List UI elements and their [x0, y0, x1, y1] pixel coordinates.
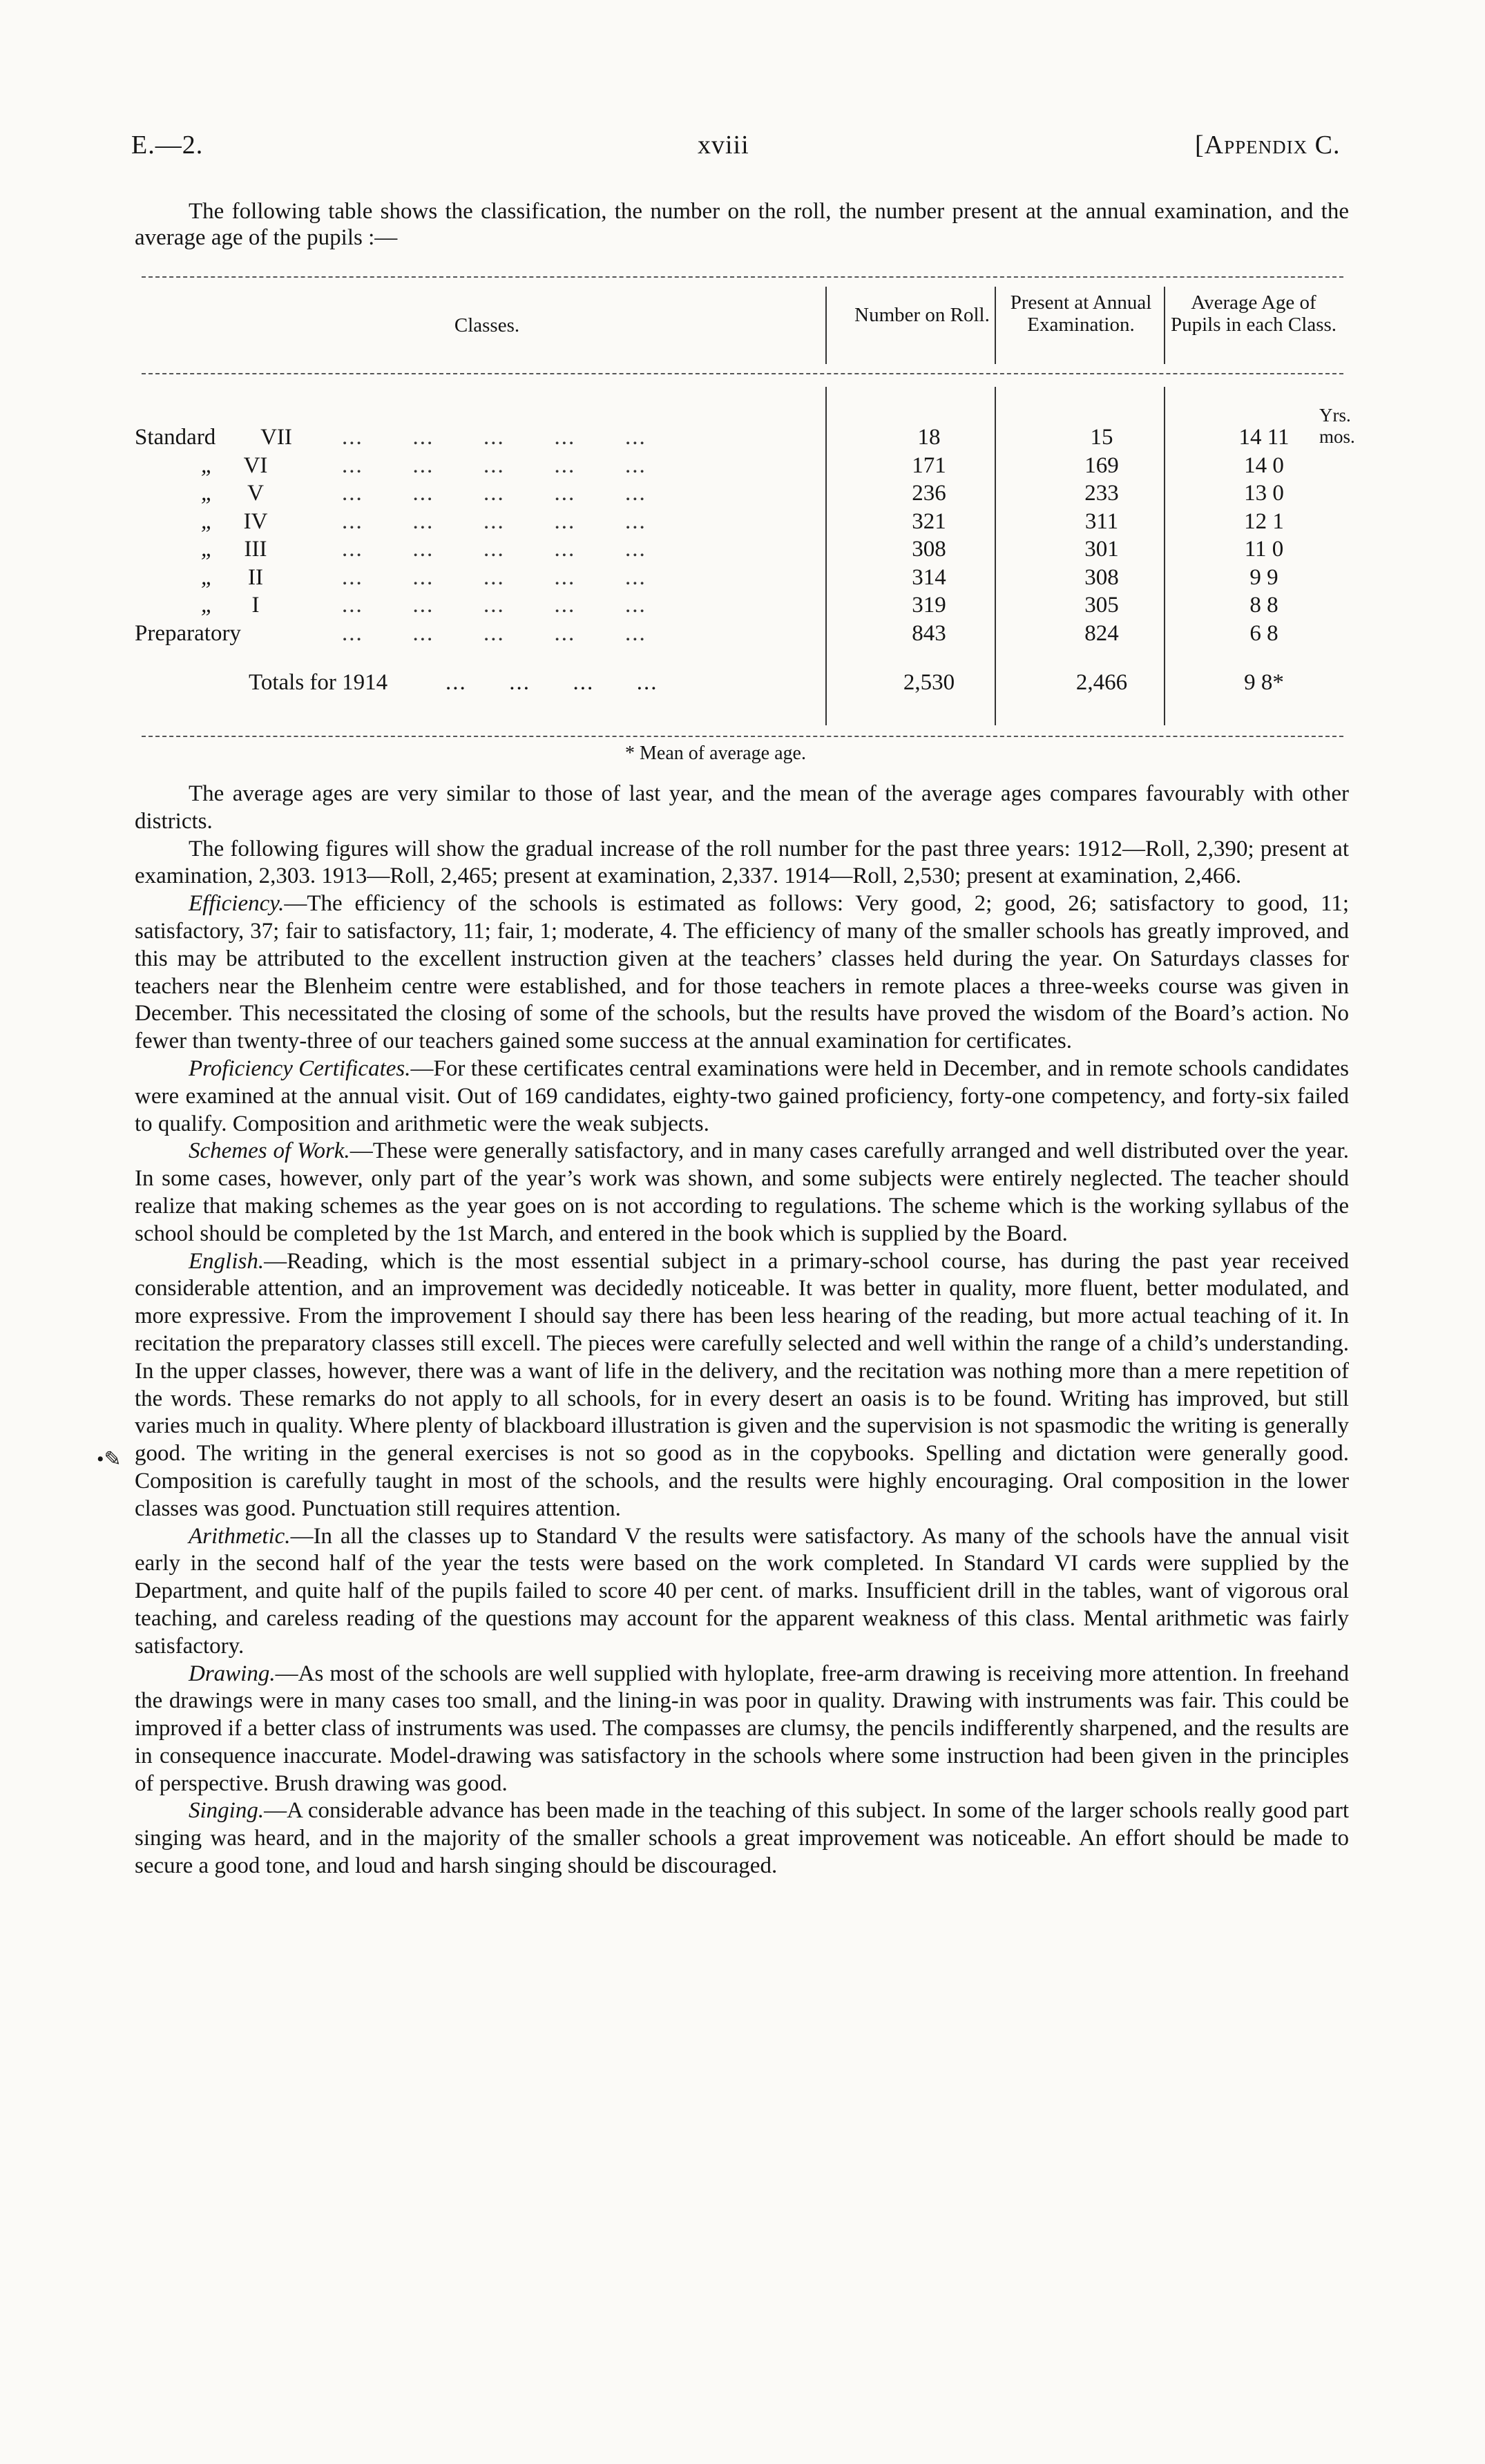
class-numeral: IV — [243, 508, 268, 534]
dot-leader: ... ... ... ... ... — [342, 537, 646, 562]
dot-leader: ... ... ... ... ... — [342, 425, 646, 450]
class-label — [135, 453, 287, 479]
present-value: 15 — [1090, 425, 1113, 450]
heading-efficiency: Efficiency. — [189, 891, 285, 917]
paragraph-roll-figures: The following figures will show the gradual increase of the roll number for the past three years: 1912—Roll, 2,390; present at examination, 2,303. 1913—Roll, 2,465; present at examination, 2,337. 1914—Roll, 2,530; present at examination, 2,466. — [135, 836, 1349, 889]
text-drawing: —As most of the schools are well supplied with hyloplate, free-arm drawing is receiving more attention. In freehand the drawings were in many cases too small, and the lining-in was poor in quality. Drawing with instruments was fair. This could be improved if a better class of instruments was used. The compasses are clumsy, the pencils indifferently sharpened, and the results are in consequence inaccurate. Model-drawing was satisfactory in the schools where some instruction had been given in the principles of perspective. Brush drawing was good. — [135, 1661, 1349, 1796]
text-efficiency: —The efficiency of the schools is estimated as follows: Very good, 2; good, 26; satisfactory to good, 11; satisfactory, 37; fair to satisfactory, 11; fair, 1; moderate, 4. The efficiency of many of the smaller schools has greatly improved, and this may be attributed to the excellent instruction given at the teachers’ classes held during the year. On Saturdays classes for teachers near the Blenheim centre were established, and for those teachers in remote places a three-weeks course was given in December. This necessitated the closing of some of the schools, but the results have proved the wisdom of the Board’s action. No fewer than twenty-three of our teachers gained some success at the annual examination for certificates. — [135, 891, 1349, 1054]
class-prefix: „ — [200, 537, 214, 562]
class-label — [135, 593, 287, 618]
age-units-label: Yrs. mos. — [1319, 405, 1355, 447]
class-label — [135, 481, 287, 506]
age-value: 9 9 — [1249, 564, 1278, 590]
age-value: 8 8 — [1249, 593, 1278, 618]
page-reference: E.—2. — [131, 131, 204, 160]
text-schemes: —These were generally satisfactory, and in many cases carefully arranged and well distributed over the year. In some cases, however, only part of the year’s work was shown, and some subjects were entirely neglected. The teacher should realize that making schemes as the year goes on is not according to regulations. The scheme which is the working syllabus of the school should be completed by the 1st March, and entered in the book which is supplied by the Board. — [135, 1138, 1350, 1246]
dot-leader: ... ... ... ... ... — [342, 593, 646, 618]
table-top-rule — [142, 276, 1343, 278]
table-footnote: * Mean of average age. — [625, 743, 806, 764]
table-row — [135, 453, 1350, 482]
table-row — [135, 481, 1350, 510]
paragraph-proficiency — [135, 1056, 1349, 1138]
totals-roll: 2,530 — [903, 670, 955, 695]
roll-value: 843 — [912, 620, 946, 646]
page-number: xviii — [698, 131, 749, 160]
present-value: 233 — [1084, 481, 1119, 506]
roll-value: 319 — [912, 593, 946, 618]
age-value: 12 1 — [1244, 508, 1284, 534]
heading-schemes: Schemes of Work. — [189, 1138, 350, 1164]
table-row-totals — [135, 670, 1350, 699]
paragraph-efficiency — [135, 890, 1349, 1056]
table-row — [135, 593, 1350, 622]
dot-leader: ... ... ... ... ... — [342, 620, 646, 646]
present-value: 305 — [1084, 593, 1119, 618]
text-singing: —A considerable advance has been made in the teaching of this subject. In some of the larger schools really good part singing was heard, and in the majority of the smaller schools a great improvement was noticeable. An effort should be made to secure a good tone, and loud and harsh singing should be discouraged. — [135, 1798, 1349, 1879]
col-header-age: Average Age of Pupils in each Class. — [1170, 292, 1337, 336]
age-value: 13 0 — [1244, 481, 1284, 506]
table-header-rule — [142, 373, 1343, 374]
age-value: 14 0 — [1244, 452, 1284, 478]
dot-leader: ... ... ... ... ... — [342, 508, 646, 534]
dot-leader: ... ... ... ... ... — [342, 564, 646, 590]
paragraph-arithmetic — [135, 1523, 1349, 1661]
roll-value: 308 — [912, 537, 946, 562]
roll-value: 236 — [912, 481, 946, 506]
class-numeral: V — [247, 481, 264, 506]
paragraph-average-ages: The average ages are very similar to those of last year, and the mean of the average ages compares favourably with other districts. — [135, 781, 1349, 834]
paragraph-english — [135, 1248, 1349, 1523]
class-label — [135, 565, 287, 591]
class-numeral: VII — [260, 425, 292, 450]
class-prefix: „ — [200, 593, 214, 618]
col-header-roll: Number on Roll. — [854, 304, 990, 326]
class-numeral: III — [244, 537, 267, 562]
class-label — [135, 425, 307, 450]
intro-paragraph: The following table shows the classification, the number on the roll, the number present at the annual examination, and the average age of the pupils :— — [135, 199, 1349, 250]
totals-leader: ... ... ... ... — [446, 670, 658, 695]
col-divider — [825, 287, 827, 364]
text-arithmetic: —In all the classes up to Standard V the results were satisfactory. As many of the schools have the annual visit early in the second half of the year the tests were based on the work completed. In Standard VI cards were supplied by the Department, and quite half of the pupils failed to score 40 per cent. of marks. Insufficient drill in the tables, want of vigorous oral teaching, and careless reading of the questions may account for the apparent weakness of this class. Mental arithmetic was fairly satisfactory. — [135, 1523, 1349, 1659]
text-proficiency: —For these certificates central examinations were held in December, and in remote schools candidates were examined at the annual visit. Out of 169 candidates, eighty-two gained proficiency, forty-one competency, and forty-six failed to qualify. Composition and arithmetic were the weak subjects. — [135, 1056, 1349, 1136]
heading-drawing: Drawing. — [189, 1661, 276, 1686]
class-prefix: „ — [200, 564, 214, 590]
col-header-classes: Classes. — [454, 314, 520, 336]
present-value: 824 — [1084, 620, 1119, 646]
class-prefix: „ — [200, 481, 214, 506]
class-prefix: „ — [200, 452, 214, 478]
roll-value: 171 — [912, 452, 946, 478]
present-value: 311 — [1084, 508, 1119, 534]
dot-leader: ... ... ... ... ... — [342, 452, 646, 478]
class-numeral: I — [251, 593, 260, 618]
col-divider — [1164, 287, 1165, 364]
roll-value: 321 — [912, 508, 946, 534]
table-row — [135, 425, 1350, 454]
dot-leader: ... ... ... ... ... — [342, 481, 646, 506]
present-value: 308 — [1084, 564, 1119, 590]
paragraph-singing — [135, 1797, 1349, 1880]
report-body — [135, 781, 1349, 1880]
appendix-label: [Appendix C. — [1195, 131, 1341, 160]
age-value: 6 8 — [1249, 620, 1278, 646]
class-numeral: II — [248, 564, 263, 590]
table-row — [135, 565, 1350, 594]
paragraph-drawing — [135, 1661, 1349, 1798]
heading-singing: Singing. — [189, 1798, 265, 1824]
totals-label: Totals for 1914 — [249, 670, 388, 695]
present-value: 301 — [1084, 537, 1119, 562]
class-label — [135, 509, 287, 535]
paragraph-schemes — [135, 1138, 1349, 1248]
present-value: 169 — [1084, 452, 1119, 478]
age-value: 11 0 — [1244, 537, 1284, 562]
heading-english: English. — [189, 1248, 265, 1274]
table-row — [135, 509, 1350, 538]
class-prefix: „ — [200, 508, 214, 534]
class-label — [135, 621, 241, 647]
col-header-present: Present at Annual Examination. — [1010, 292, 1152, 336]
roll-value: 314 — [912, 564, 946, 590]
table-row — [135, 537, 1350, 566]
class-prefix: Preparatory — [135, 620, 241, 646]
margin-mark: •✎ — [97, 1448, 122, 1471]
col-divider — [995, 287, 996, 364]
heading-arithmetic: Arithmetic. — [189, 1523, 291, 1549]
age-value: 14 11 — [1238, 425, 1290, 450]
class-prefix: Standard — [135, 425, 216, 450]
table-bottom-rule — [142, 736, 1343, 737]
heading-proficiency: Proficiency Certificates. — [189, 1056, 411, 1081]
roll-value: 18 — [917, 425, 941, 450]
text-english: —Reading, which is the most essential subject in a primary-school course, has during the past year received considerable attention, and an improvement was decidedly noticeable. It was better in quality, more fluent, better modulated, and more expressive. From the improvement I should say there has been less hearing of the reading, but more actual teaching of it. In recitation the preparatory classes still excell. The pieces were carefully selected and well within the range of a child’s understanding. In the upper classes, however, there was a want of life in the delivery, and the recitation was nothing more than a mere repetition of the words. These remarks do not apply to all schools, for in every desert an oasis is to be found. Writing has improved, but still varies much in quality. Where plenty of blackboard illustration is given and the supervision is not spasmodic the writing is generally good. The writing in the general exercises is not so good as in the copybooks. Spelling and dictation were generally good. Composition is carefully taught in most of the schools, and the results were highly encouraging. Oral composition in the lower classes was good. Punctuation still requires attention. — [135, 1248, 1349, 1521]
totals-age: 9 8* — [1244, 670, 1284, 695]
classification-table — [135, 276, 1355, 764]
class-numeral: VI — [243, 452, 268, 478]
class-label — [135, 537, 287, 562]
totals-present: 2,466 — [1075, 670, 1128, 695]
table-row — [135, 621, 1350, 650]
